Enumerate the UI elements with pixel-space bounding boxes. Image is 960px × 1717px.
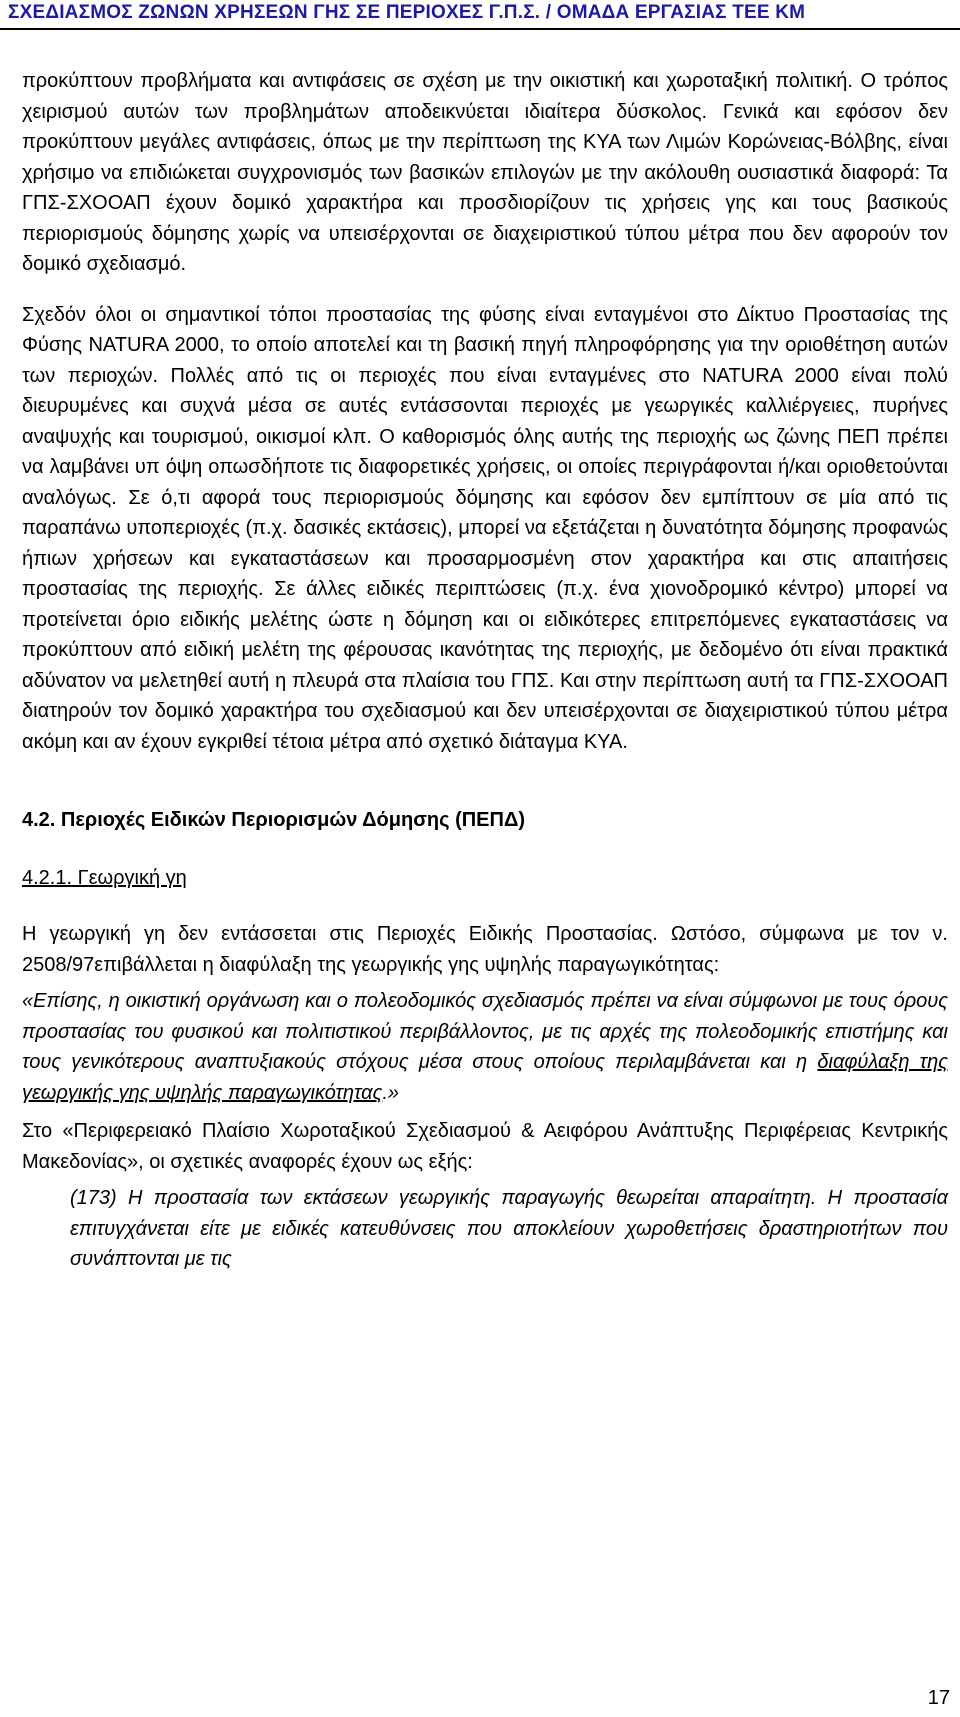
document-body xyxy=(22,66,948,1275)
list-item-173: (173) Η προστασία των εκτάσεων γεωργικής παραγωγής θεωρείται απαραίτητη. Η προστασία επιτυγχάνεται είτε με ειδικές κατευθύνσεις που αποκλείουν χωροθετήσεις δραστηριοτήτων που συνάπτονται με τις xyxy=(70,1187,948,1270)
header-title: ΣΧΕΔΙΑΣΜΟΣ ΖΩΝΩΝ ΧΡΗΣΕΩΝ ΓΗΣ ΣΕ ΠΕΡΙΟΧΕΣ Γ.Π.Σ. / ΟΜΑΔΑ ΕΡΓΑΣΙΑΣ ΤΕΕ ΚΜ xyxy=(8,2,806,23)
paragraph-2: Σχεδόν όλοι οι σημαντικοί τόποι προστασίας της φύσης είναι ενταγμένοι στο Δίκτυο Προστασίας της Φύσης NATURA 2000, το οποίο αποτελεί και τη βασική πηγή πληροφόρησης για την οριοθέτηση αυτών των περιοχών. Πολλές από τις οι περιοχές που είναι ενταγμένες στο NATURA 2000 είναι πολύ διευρυμένες και συχνά μέσα σε αυτές εντάσσονται περιοχές με γεωργικές καλλιέργειες, πυρήνες αναψυχής και τουρισμού, οικισμοί κλπ. Ο καθορισμός όλης αυτής της περιοχής ως ζώνης ΠΕΠ πρέπει να λαμβάνει υπ όψη οπωσδήποτε τις διαφορετικές χρήσεις, οι οποίες περιγράφονται ή/και οριοθετούνται αναλόγως. Σε ό,τι αφορά τους περιορισμούς δόμησης και εφόσον δεν εμπίπτουν σε μία από τις παραπάνω υποπεριοχές (π.χ. δασικές εκτάσεις), μπορεί να εξετάζεται η δυνατότητα δόμησης προφανώς ήπιων χρήσεων και εγκαταστάσεων και προσαρμοσμένη στον χαρακτήρα και στις απαιτήσεις προστασίας της περιοχής. Σε άλλες ειδικές περιπτώσεις (π.χ. ένα χιονοδρομικό κέντρο) μπορεί να προτείνεται όριο ειδικής μελέτης ώστε η δόμηση και οι ειδικότερες επιτρεπόμενες εγκαταστάσεις να προκύπτουν από ειδική μελέτη της φέρουσας ικανότητας της περιοχής, με δεδομένο ότι είναι πρακτικά αδύνατον να μελετηθεί αυτή η πλευρά στα πλαίσια του ΓΠΣ. Και στην περίπτωση αυτή τα ΓΠΣ-ΣΧΟΟΑΠ διατηρούν τον δομικό χαρακτήρα του σχεδιασμού και δεν υπεισέρχονται σε διαχειριστικού τύπου μέτρα ακόμη και αν έχουν εγκριθεί τέτοια μέτρα από σχετικό διάταγμα ΚΥΑ. xyxy=(22,303,948,753)
paragraph-1: προκύπτουν προβλήματα και αντιφάσεις σε σχέση με την οικιστική και χωροταξική πολιτική. Ο τρόπος χειρισμού αυτών των προβλημάτων αποδεικνύεται ιδιαίτερα δύσκολος. Γενικά και εφόσον δεν προκύπτουν μεγάλες αντιφάσεις, όπως με την περίπτωση της ΚΥΑ των Λιμών Κορώνειας-Βόλβης, είναι χρήσιμο να επιδιώκεται συγχρονισμός των βασικών επιλογών με την ακόλουθη ουσιαστικά διαφορά: Τα ΓΠΣ-ΣΧΟΟΑΠ έχουν δομικό χαρακτήρα και προσδιορίζουν τις χρήσεις γης και τους βασικούς περιορισμούς δόμησης χωρίς να υπεισέρχονται σε διαχειριστικού τύπου μέτρα που δεν αφορούν τον δομικό σχεδιασμό. xyxy=(22,70,948,275)
subsection-heading: 4.2.1. Γεωργική γη xyxy=(22,867,187,889)
page-header xyxy=(0,0,960,30)
page-number: 17 xyxy=(927,1687,950,1709)
quote-underlined-text: διαφύλαξη της γεωργικής γης υψηλής παραγωγικότητας xyxy=(22,1051,948,1104)
paragraph-4: Στο «Περιφερειακό Πλαίσιο Χωροταξικού Σχεδιασμού & Αειφόρου Ανάπτυξης Περιφέρειας Κεντρικής Μακεδονίας», οι σχετικές αναφορές έχουν ως εξής: xyxy=(22,1120,948,1173)
law-quote xyxy=(22,986,948,1108)
quote-end: .» xyxy=(382,1081,399,1104)
section-heading: 4.2. Περιοχές Ειδικών Περιορισμών Δόμησης (ΠΕΠΔ) xyxy=(22,809,525,831)
paragraph-3: Η γεωργική γη δεν εντάσσεται στις Περιοχές Ειδικής Προστασίας. Ωστόσο, σύμφωνα με τον ν. 2508/97επιβάλλεται η διαφύλαξη της γεωργικής γης υψηλής παραγωγικότητας: xyxy=(22,923,948,976)
quote-text: «Επίσης, η οικιστική οργάνωση και ο πολεοδομικός σχεδιασμός πρέπει να είναι σύμφωνοι με τους όρους προστασίας του φυσικού και πολιτιστικού περιβάλλοντος, με τις αρχές της πολεοδομικής επιστήμης και τους γενικότερους αναπτυξιακούς στόχους μέσα στους οποίους περιλαμβάνεται και η xyxy=(22,990,948,1073)
